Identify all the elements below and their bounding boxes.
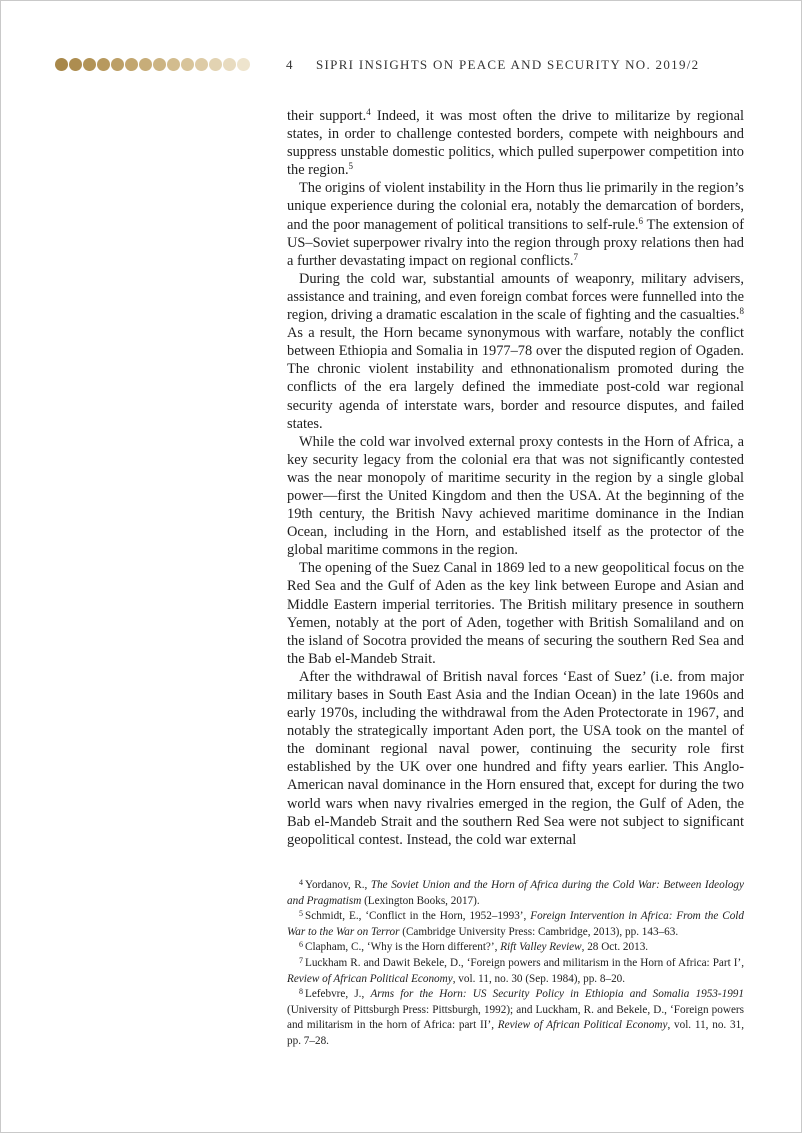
header-dot-ornament [55, 58, 250, 71]
footnote [287, 940, 744, 956]
text-run: (Lexington Books, 2017). [361, 894, 480, 907]
body-paragraph [287, 179, 744, 269]
text-run: their support. [287, 108, 367, 124]
header-dot [223, 58, 236, 71]
text-run: While the cold war involved external proxy contests in the Horn of Africa, a key security legacy from the colonial era that was not significantly contested was the near monopoly of maritime security in the region by a single global power—first the United Kingdom and then the USA. At the beginning of the 19th century, the British Navy achieved maritime dominance in the Indian Ocean, including in the Horn, and established itself as the protector of the global maritime commons in the region. [287, 433, 744, 559]
header-dot [181, 58, 194, 71]
body-paragraph [287, 433, 744, 560]
footnote-reference[interactable]: 5 [348, 161, 354, 172]
text-run: Luckham R. and Dawit Bekele, D., ‘Foreign powers and militarism in the Horn of Africa: Part I’, [305, 956, 744, 969]
header-dot [153, 58, 166, 71]
text-run: The extension of US–Soviet superpower rivalry into the region through proxy relations then had a further devastating impact on regional conflicts. [287, 216, 745, 269]
body-paragraph [287, 668, 744, 849]
main-body-text [287, 107, 744, 849]
footnote-number: 4 [299, 878, 303, 887]
text-run: The origins of violent instability in the Horn thus lie primarily in the region’s unique experience during the colonial era, notably the demarcation of borders, and the poor management of political transitions to self-rule. [287, 180, 744, 233]
text-run: Schmidt, E., ‘Conflict in the Horn, 1952–1993’, [305, 910, 531, 923]
header-dot [139, 58, 152, 71]
text-run: As a result, the Horn became synonymous with warfare, notably the conflict between Ethiopia and Somalia in 1977–78 over the disputed region of Ogaden. The chronic violent instability and ethnonationalism promoted during the conflicts of the era largely defined the immediate post-cold war regional security agenda of interstate wars, border and resource disputes, and failed states. [287, 325, 744, 432]
text-run: (University of Pittsburgh Press: Pittsburgh, 1992); and Luckham, R. and Bekele, D., ‘Foreign powers and militarism in the horn of Africa: part II’, [287, 1003, 744, 1032]
footnote-reference[interactable]: 7 [573, 251, 579, 262]
footnote-reference[interactable]: 8 [739, 306, 744, 317]
footnote-number: 6 [299, 940, 303, 950]
italic-title: Foreign Intervention in Africa: From the Cold War to the War on Terror [287, 910, 744, 938]
footnote-reference[interactable]: 4 [366, 107, 371, 117]
header-dot [237, 58, 250, 71]
footnote-number: 5 [299, 909, 303, 919]
page-number: 4 [286, 57, 293, 72]
text-run: After the withdrawal of British naval forces ‘East of Suez’ (i.e. from major military bases in South East Asia and the Indian Ocean) in the late 1960s and early 1970s, including the withdrawal from the Aden Protectorate in 1967, and notably the strategically important Aden port, the USA took on the mantel of the dominant regional naval power, continuing the security role first established by the UK over one hundred and fifty years earlier. This Anglo-American naval dominance in the Horn ensured that, except for during the two world wars when navy rivalries emerged in the region, the Gulf of Aden, the Bab el-Mandeb Strait and the southern Red Sea were not subject to significant geopolitical contest. Instead, the cold war external [287, 668, 744, 848]
text-run: , vol. 11, no. 31, pp. 7–28. [287, 1019, 744, 1047]
footnote-number: 7 [299, 955, 303, 965]
text-run: , vol. 11, no. 30 (Sep. 1984), pp. 8–20. [452, 972, 626, 985]
footnote [287, 987, 744, 1049]
header-dot [69, 58, 82, 71]
header-dot [209, 58, 222, 71]
running-head: SIPRI INSIGHTS ON PEACE AND SECURITY NO. 2019/2 [316, 57, 700, 72]
header-dot [125, 58, 138, 71]
footnote-number: 8 [299, 987, 303, 997]
footnote-reference[interactable]: 6 [638, 215, 643, 226]
text-run: Lefebvre, J., [305, 988, 371, 1001]
body-paragraph [287, 107, 744, 179]
italic-title: Rift Valley Review [500, 941, 582, 954]
text-run: The opening of the Suez Canal in 1869 led to a new geopolitical focus on the Red Sea and the Gulf of Aden as the key link between Europe and Asian and Middle Eastern imperial territories. The British military presence in southern Yemen, notably at the port of Aden, together with British Somaliland and on the island of Socotra provided the means of securing the southern Red Sea and the Bab el-Mandeb Strait. [287, 560, 744, 667]
header-dot [195, 58, 208, 71]
text-run: Yordanov, R., [305, 879, 371, 891]
footnotes [287, 878, 744, 1050]
italic-title: The Soviet Union and the Horn of Africa during the Cold War: Between Ideology and Pragmatism [287, 879, 744, 907]
footnote [287, 909, 744, 940]
text-run: Clapham, C., ‘Why is the Horn different?’, [305, 941, 501, 954]
text-run: Indeed, it was most often the drive to militarize by regional states, in order to challenge contested borders, compete with neighbours and suppress unstable domestic politics, which pulled superpower competition into the region. [287, 108, 744, 179]
text-run: (Cambridge University Press: Cambridge, 2013), pp. 143–63. [399, 925, 679, 938]
italic-title: Review of African Political Economy [497, 1019, 668, 1032]
italic-title: Review of African Political Economy [287, 972, 453, 985]
header-dot [111, 58, 124, 71]
footnote [287, 878, 744, 909]
header-dot [83, 58, 96, 71]
body-paragraph [287, 559, 744, 668]
text-run: , 28 Oct. 2013. [581, 941, 649, 954]
body-paragraph [287, 270, 744, 433]
footnote [287, 956, 744, 987]
header-dot [55, 58, 68, 71]
header-dot [167, 58, 180, 71]
text-run: During the cold war, substantial amounts of weaponry, military advisers, assistance and training, and even foreign combat forces were funnelled into the region, driving a dramatic escalation in the scale of fighting and the casualties. [287, 270, 744, 324]
italic-title: Arms for the Horn: US Security Policy in Ethiopia and Somalia 1953-1991 [370, 988, 744, 1001]
header-dot [97, 58, 110, 71]
